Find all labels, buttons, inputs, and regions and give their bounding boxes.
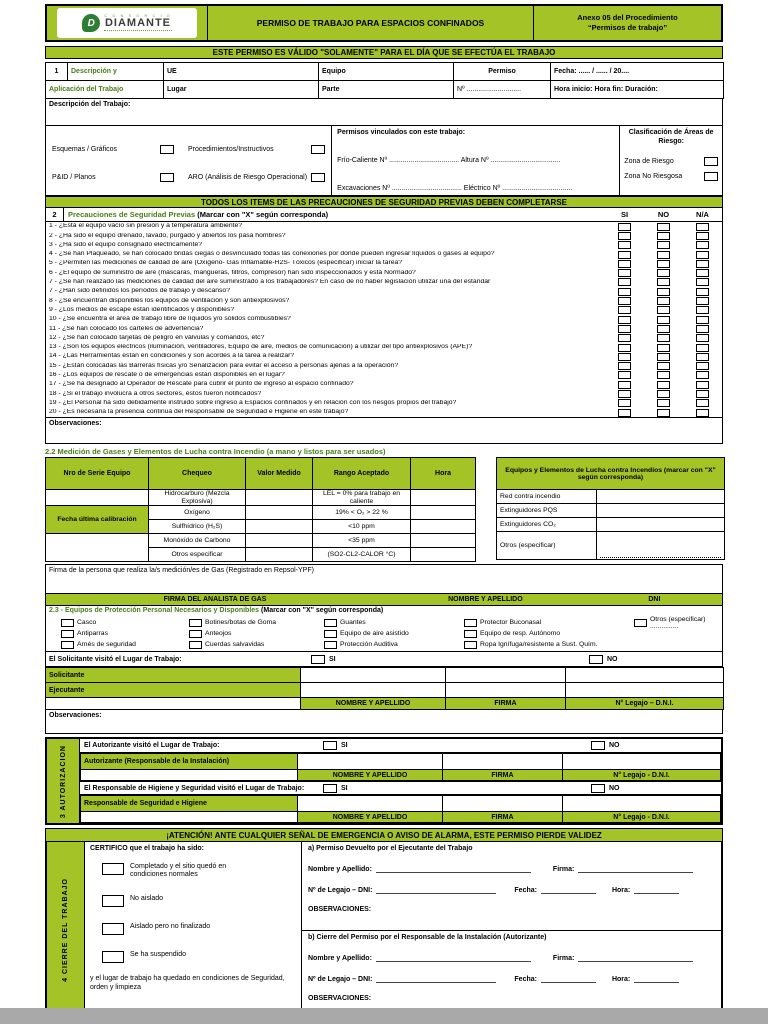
risk-class-title: Clasificación de Áreas de Riesgo: [628,129,714,145]
gas-col-hora: Hora [411,458,476,490]
gas-row-label: Hidrocarburo (Mezcla Explosiva) [149,490,246,506]
parte-field[interactable]: Parte [319,81,454,99]
cierre-part-a [302,842,721,930]
part-a-observaciones[interactable]: OBSERVACIONES: [308,906,372,914]
hora-cell[interactable] [411,506,476,520]
epp-otros [634,615,719,630]
question-text: 9 - ¿Los medios de escape están identificados y disponibles? [49,306,235,313]
section4-cierre [45,842,723,1020]
checkbox-visit-no[interactable] [589,655,603,664]
question-text: 11 - ¿Se han colocado los carteles de advertencia? [49,325,204,332]
work-permit-form [45,4,723,1020]
question-text: 1 - ¿Está el equipo vacío sin presión y a temperatura ambiente? [49,223,243,230]
section2-observaciones-label: Observaciones: [49,420,102,428]
autorizante-row-label: Autorizante (Responsable de la Instalación) [81,754,298,770]
autorizante-legajo-cell[interactable] [563,754,721,770]
header-legajo: N° Legajo – D.N.I. [566,698,724,710]
epp-label: Cuerdas salvavidas [205,641,265,649]
question-text: 8 - ¿Se encuentran disponibles los equipos de ventilación y son antiexplosivos? [49,297,290,304]
gas-col-valor: Valor Medido [246,458,313,490]
checkbox-no-aislado[interactable] [102,895,124,907]
question-text: 14 - ¿Las Herramientas están en condiciones y son acordes a la tarea a realizar? [49,353,295,360]
gas-section-title: 2.2 Medición de Gases y Elementos de Lucha contra Incendio (a mano y listos para ser usados) [45,447,386,457]
checkbox-zona-riesgo[interactable] [704,157,718,166]
epp-label: Protección Auditiva [340,641,398,649]
fire-item-label: Extinguidores PQS [497,504,597,518]
annex-line2: “Permisos de trabajo” [587,23,668,32]
epp-item [464,618,634,627]
section1-number: 1 [46,63,68,81]
form-header [45,4,723,42]
question-text: 18 - ¿Si el trabajo involucra a otros sectores, éstos fueron notificados? [49,390,262,397]
nombre-input-line[interactable] [376,864,531,873]
valor-cell[interactable] [246,490,313,506]
question-text: 5 - ¿Permiten las mediciones de calidad de aire (Oxígeno- Gas Inflamable-H2S- Tóxicos (especificar) iniciar la tarea? [49,260,403,267]
certifico-label: CERTIFICO que el trabajo ha sido: [90,845,204,853]
header-nombre: NOMBRE Y APELLIDO [298,770,443,781]
epp-item [189,618,324,627]
valor-cell[interactable] [246,548,313,562]
legajo-input-line[interactable] [376,974,496,983]
permit-excavaciones-electrico-line[interactable]: Excavaciones Nº .................................... Eléctrico Nº .................................... [337,185,573,192]
cierre-option [90,951,296,963]
hora-cell[interactable] [411,520,476,534]
fire-item-mark[interactable] [597,518,725,532]
valor-cell[interactable] [246,534,313,548]
epp-checkbox[interactable] [324,630,337,638]
rango-cell: (SO2-CL2-CALOR °C) [313,548,411,562]
higiene-visit-label: El Responsable de Higiene y Seguridad visitó el Lugar de Trabajo: [84,784,305,792]
cierre-option-label: No aislado [130,895,164,903]
permit-frio-altura-line[interactable]: Frío-Caliente Nº .................................... Altura Nº .................................... [337,157,561,164]
question-text: 7 - ¿Se han realizado las mediciones de calidad del aire suministrado a los trabajadores? En caso de no haber legislación utilizar una del estandar [49,279,491,286]
gas-col-rango: Rango Aceptado [313,458,411,490]
permiso-label: Permiso [454,63,551,81]
aut-si-label: SI [341,742,348,750]
nombre-input-line[interactable] [376,953,531,962]
checkbox-visit-si[interactable] [311,655,325,664]
gas-row-label: Monóxido de Carbono [149,534,246,548]
epp-label: Guantes [340,619,366,627]
gas-analyst-banner [45,594,723,606]
form-title: PERMISO DE TRABAJO PARA ESPACIOS CONFINADOS [207,6,533,40]
epp-col1 [49,618,189,649]
checkbox-aut-no[interactable] [591,741,605,750]
nombre-label: Nombre y Apellido: [308,955,372,963]
epp-checkbox[interactable] [189,641,202,649]
epp-checkbox[interactable] [464,619,477,627]
solicitante-firma-cell[interactable] [446,668,566,683]
solicitante-table [45,667,724,710]
analyst-nombre-label: NOMBRE Y APELLIDO [448,596,523,604]
fire-item-mark[interactable] [597,504,725,518]
header-firma: FIRMA [443,770,563,781]
solicitante-visit-row [45,652,723,667]
checkbox-aislado-no-finalizado[interactable] [102,923,124,935]
linked-permits [331,126,619,195]
section3-side-label: 3 AUTORIZACION [59,744,67,818]
firma-label: Firma: [552,866,575,874]
epp-label: Equipo de resp. Autónomo [480,630,561,638]
epp-checkbox[interactable] [464,641,477,649]
equipo-field[interactable]: Equipo [319,63,454,81]
section2-subtitle: (Marcar con "X" según corresponda) [197,210,329,219]
epp-checkbox[interactable] [61,641,74,649]
hora-label: Hora: [611,887,631,895]
rango-cell: <10 ppm [313,520,411,534]
responsable-nombre-cell[interactable] [298,796,443,812]
gas-col-serie: Nro de Serie Equipo [46,458,149,490]
hora-label: Hora: [611,976,631,984]
epp-checkbox[interactable] [61,619,74,627]
fire-item-mark[interactable] [597,532,725,560]
nombre-label: Nombre y Apellido: [308,866,372,874]
epp-col4 [464,618,634,649]
solicitante-legajo-cell[interactable] [566,668,724,683]
header-firma: FIRMA [446,698,566,710]
responsable-seguridad-row-label: Responsable de Seguridad e Higiene [81,796,298,812]
epp-col3 [324,618,464,649]
question-text: 20 - ¿Es necesaria la presencia continua del Responsable de Seguridad e Higiene en este trabajo? [49,409,349,416]
cierre-certifico-column [85,842,302,1018]
cierre-option-label: Aislado pero no finalizado [130,923,211,931]
gas-col-chequeo: Chequeo [149,458,246,490]
fecha-input-line[interactable] [541,974,596,983]
valor-cell[interactable] [246,520,313,534]
question-list [46,222,722,417]
analyst-dni-label: DNI [648,596,661,604]
col-si-label: SI [620,210,629,219]
checkbox-suspendido[interactable] [102,951,124,963]
cierre-right-column [302,842,721,1018]
fire-item-mark[interactable] [597,490,725,504]
solicitante-observaciones-box[interactable] [45,710,723,734]
rango-cell: <35 ppm [313,534,411,548]
epp-checkbox[interactable] [189,630,202,638]
question-text: 7 - ¿Han sido definidos los períodos de trabajo y descanso? [49,288,230,295]
question-text: 13 - ¿Son los equipos eléctricos (iluminación, ventiladores, Equipo de aire, medios de comunicación) a utilizar del tipo antiexplosivos (APE)? [49,344,473,351]
question-text: 6 - ¿El equipo de suministro de aire (máscaras, mangueras, filtros, compresor) han sido inspeccionados y está Normado? [49,269,416,276]
question-text: 4 - ¿Se han Plaqueado, se han colocado bridas ciegas o desvinculado todas las conexiones por donde pueden ingresar líquidos o gases al equipo? [49,251,495,258]
cierre-option [90,923,296,935]
cierre-option [90,895,296,907]
hora-cell[interactable] [411,548,476,562]
valor-cell[interactable] [246,506,313,520]
epp-label: Arnés de seguridad [77,641,136,649]
header-nombre: NOMBRE Y APELLIDO [301,698,446,710]
hora-field[interactable]: Hora inicio: Hora fin: Duración: [551,81,724,99]
section3-side-band [47,739,80,823]
section4-side-band [47,842,85,1018]
epp-subtitle: (Marcar con "X" según corresponda) [261,607,384,615]
question-text: 16 - ¿Los equipos de rescate o de emergencias están disponibles en el lugar? [49,372,285,378]
cierre-option-label: Se ha suspendido [130,951,187,959]
form-annex [533,6,721,40]
epp-item [464,629,634,638]
fire-item-label: Red contra incendio [497,490,597,504]
epp-checkbox[interactable] [324,641,337,649]
fecha-input-line[interactable] [541,885,596,894]
epp-checkbox[interactable] [324,619,337,627]
diamante-logo [57,8,197,38]
epp-item [61,618,189,627]
visit-no-label: NO [607,655,618,663]
autorizante-visit-row [80,739,721,753]
legajo-input-line[interactable] [376,885,496,894]
header-spacer [46,698,301,710]
checkbox-completado[interactable] [102,863,124,875]
gas-measurement-block [45,457,723,562]
header-spacer [81,770,298,781]
epp-item [464,640,634,649]
header-firma: FIRMA [443,812,563,823]
epp-item [61,640,189,649]
gas-signature-box[interactable] [45,564,723,594]
epp-label: Antiparras [77,630,108,638]
precautions-banner: TODOS LOS ITEMS DE LAS PRECAUCIONES DE SEGURIDAD PREVIAS DEBEN COMPLETARSE [45,196,723,208]
section2-title: Precauciones de Seguridad Previas [68,210,196,219]
hora-cell[interactable] [411,534,476,548]
epp-checkbox[interactable] [189,619,202,627]
hig-no-label: NO [609,784,620,792]
logo-rule [104,30,172,32]
epp-label: Anteojos [205,630,232,638]
annex-line1: Anexo 05 del Procedimiento [577,13,678,23]
fire-item-label: Otros (especificar) [497,532,597,560]
solicitante-nombre-cell[interactable] [301,668,446,683]
checkbox-hig-no[interactable] [591,784,605,793]
diamante-leaf-icon: D [82,14,100,32]
ejecutante-nombre-cell[interactable] [301,683,446,698]
risk-area-classification [619,126,722,195]
descripcion-trabajo-box[interactable] [45,99,723,126]
checkbox-esquemas[interactable] [160,145,174,154]
checkbox-pid[interactable] [160,173,174,182]
part-b-title: b) Cierre del Permiso por el Responsable de la Instalación (Autorizante) [308,934,547,942]
cierre-tail-text: y el lugar de trabajo ha quedado en condiciones de Seguridad, orden y limpieza [90,975,285,991]
solicitante-row-label: Solicitante [46,668,301,683]
header-spacer [81,812,298,823]
epp-item [324,629,464,638]
epp-item [324,640,464,649]
linked-permits-title: Permisos vinculados con este trabajo: [337,129,466,136]
attention-banner: ¡ATENCIÓN! ANTE CUALQUIER SEÑAL DE EMERGENCIA O AVISO DE ALARMA, ESTE PERMISO PIERDE VALIDEZ [45,828,723,842]
cierre-option [90,863,296,879]
section1-title-2: Aplicación del Trabajo [46,81,164,99]
responsable-firma-cell[interactable] [443,796,563,812]
fire-equipment-table [496,457,725,560]
epp-item [61,629,189,638]
question-text: 17 - ¿Se ha designado al Operador de Rescate para cubrir el punto de ingreso al espacio confinado? [49,381,354,388]
question-text: 3 - ¿Ha sido el equipo consignado eléctricamente? [49,241,203,248]
gas-row-label: Otros especificar [149,548,246,562]
serie-cell[interactable] [46,490,149,506]
epp-otros-label: Otros (especificar) ............... [650,615,706,630]
ue-field[interactable]: UE [164,63,319,81]
checkbox-zona-no-riesgosa[interactable] [704,172,718,181]
hora-input-line[interactable] [634,974,679,983]
autorizante-firma-cell[interactable] [443,754,563,770]
firma-input-line[interactable] [578,864,693,873]
solicitante-observaciones-label: Observaciones: [49,712,102,720]
docs-permits-block [45,126,723,196]
col-na-label: N/A [696,210,709,219]
logo-consorcio-text: C O N S O R C I O [104,13,172,18]
pid-label: P&ID / Planos [52,173,96,181]
validity-banner: ESTE PERMISO ES VÁLIDO "SOLAMENTE" PARA EL DÍA QUE SE EFECTÚA EL TRABAJO [45,46,723,59]
procedimientos-label: Procedimientos/Instructivos [188,146,274,154]
fecha-field[interactable]: Fecha: ...... / ...... / 20.... [551,63,724,81]
firma-label: Firma: [552,955,575,963]
epp-label: Protector Buconasal [480,619,542,627]
ejecutante-row-label: Ejecutante [46,683,301,698]
aro-label: ARO (Análisis de Riesgo Operacional) [188,173,308,181]
checkbox-hig-si[interactable] [323,784,337,793]
epp-title: 2.3 - Equipos de Protección Personal Necesarios y Disponibles [49,607,260,615]
legajo-label: Nº de Legajo – DNI: [308,887,373,895]
section2-precautions [45,208,723,444]
autorizante-visit-label: El Autorizante visitó el Lugar de Trabajo: [84,742,220,750]
ejecutante-firma-cell[interactable] [446,683,566,698]
fecha-label: Fecha: [514,887,537,895]
analyst-firma-label: FIRMA DEL ANALISTA DE GAS [163,596,267,604]
header-legajo: N° Legajo - D.N.I. [563,812,721,823]
calibration-label: Fecha última calibración [46,506,149,534]
page-bottom-bar [0,1008,768,1024]
epp-item [189,629,324,638]
header-nombre: NOMBRE Y APELLIDO [298,812,443,823]
legajo-label: Nº de Legajo – DNI: [308,976,373,984]
epp-otros-checkbox[interactable] [634,619,647,627]
part-a-title: a) Permiso Devuelto por el Ejecutante del Trabajo [308,845,473,853]
checkbox-na[interactable] [696,409,709,417]
section2-number: 2 [46,208,64,221]
serie-cell[interactable] [46,534,149,562]
epp-checkbox[interactable] [464,630,477,638]
hora-input-line[interactable] [634,885,679,894]
fire-item-label: Extinguidores CO₂ [497,518,597,532]
aut-no-label: NO [609,742,620,750]
epp-item [189,640,324,649]
question-text: 19 - ¿El Personal ha sido debidamente instruido sobre ingreso a Espacios confinados y en relación con los riesgos propios del trabajo? [49,399,457,406]
ejecutante-legajo-cell[interactable] [566,683,724,698]
epp-item [324,618,464,627]
visit-si-label: SI [329,655,336,663]
gas-table [45,457,476,562]
permiso-nro-field[interactable]: Nº ............................ [454,81,551,99]
gas-row-label: Sulfhídrico (H₂S) [149,520,246,534]
autorizante-nombre-cell[interactable] [298,754,443,770]
firma-input-line[interactable] [578,953,693,962]
section3-autorizacion [45,737,723,825]
responsable-legajo-cell[interactable] [563,796,721,812]
hig-si-label: SI [341,784,348,792]
question-row [46,408,722,417]
epp-label: Casco [77,619,97,627]
fire-table-title: Equipos y Elementos de Lucha contra Incendios (marcar con "X" según corresponda) [497,458,725,490]
epp-label: Botines/botas de Goma [205,619,277,627]
zona-no-riesgosa-label: Zona No Riesgosa [624,172,683,180]
checkbox-si[interactable] [618,409,631,417]
lugar-field[interactable]: Lugar [164,81,319,99]
checkbox-procedimientos[interactable] [311,145,325,154]
gas-signature-label: Firma de la persona que realiza la/s medición/es de Gas (Registrado en Repsol-YPF) [49,567,314,575]
section-epp [45,606,723,652]
epp-col2 [189,618,324,649]
epp-checkbox[interactable] [61,630,74,638]
cierre-part-b [302,930,721,1018]
attached-docs [46,126,331,195]
section1-title-1: Descripción y [68,63,164,81]
part-b-observaciones[interactable]: OBSERVACIONES: [308,995,372,1003]
checkbox-aut-si[interactable] [323,741,337,750]
rango-cell: LEL = 0% para trabajo en caliente [313,490,411,506]
checkbox-aro[interactable] [311,173,325,182]
epp-label: Equipo de aire asistido [340,630,409,638]
question-text: 10 - ¿Se encuentra el área de trabajo libre de líquidos y/o sólidos combustibles? [49,316,291,323]
section4-side-label: 4 CIERRE DEL TRABAJO [62,878,69,983]
question-text: 2 - ¿Ha sido el equipo drenado, lavado, purgado y abiertos los pasa hombres? [49,232,286,239]
esquemas-label: Esquemas / Gráficos [52,146,117,154]
question-text: 12 - ¿Se han colocado tarjetas de peligro en válvulas y comandos, etc? [49,334,265,341]
descripcion-trabajo-label: Descripción del Trabajo: [49,101,131,108]
gas-row-label: Oxígeno [149,506,246,520]
epp-label: Ropa Ignífuga/resistente a Sust. Quím. [480,641,598,649]
higiene-visit-row [80,781,721,795]
checkbox-no[interactable] [657,409,670,417]
solicitante-visit-label: El Solicitante visitó el Lugar de Trabajo: [49,655,182,663]
col-no-label: NO [657,210,670,219]
cierre-option-label: Completado y el sitio quedó en condiciones normales [130,863,227,879]
fecha-label: Fecha: [514,976,537,984]
header-legajo: N° Legajo - D.N.I. [563,770,721,781]
rango-cell: 19% < O₂ > 22 % [313,506,411,520]
hora-cell[interactable] [411,490,476,506]
logo-cell [47,6,207,40]
zona-riesgo-label: Zona de Riesgo [624,157,674,165]
logo-brand-text: DIAMANTE [104,17,172,29]
section1-table [45,62,724,99]
question-text: 15 - ¿Están colocadas las Barreras físicas y/o Señalización para evitar el acceso a personas ajenas a la operación? [49,362,399,369]
